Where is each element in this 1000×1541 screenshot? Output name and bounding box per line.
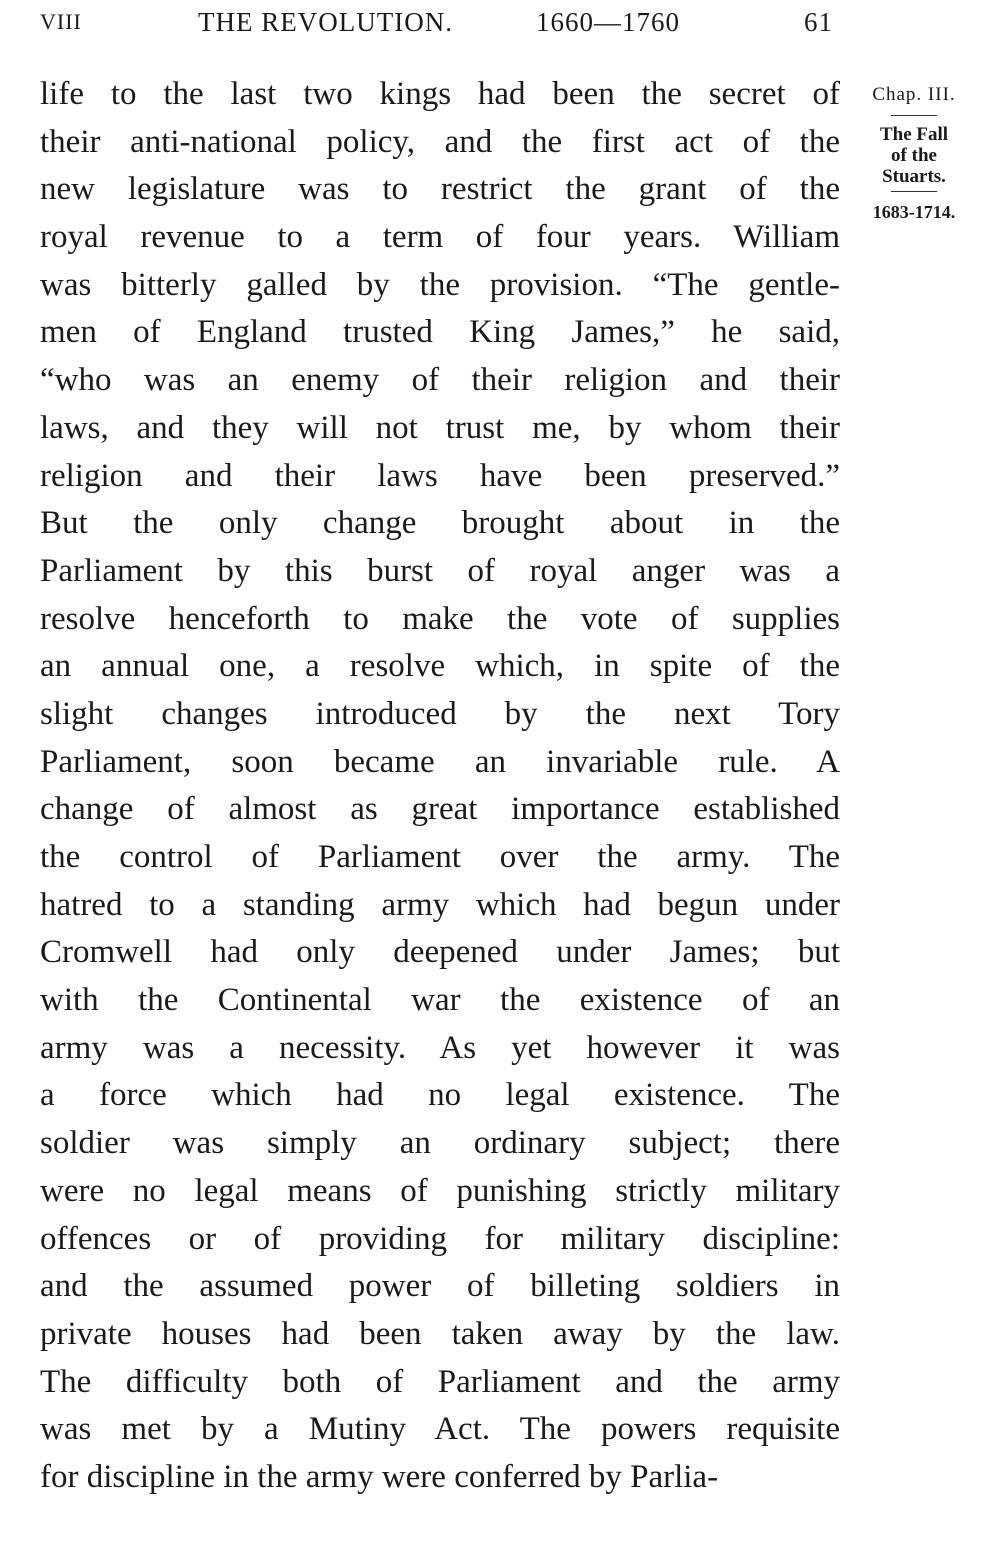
text-line: offences or of providing for military discipline:: [40, 1220, 840, 1257]
text-line: an annual one, a resolve which, in spite of the: [40, 648, 840, 685]
margin-note: [852, 75, 976, 232]
text-line: their anti-national policy, and the first act of the: [40, 123, 840, 160]
text-line: and the assumed power of billeting soldiers in: [40, 1268, 840, 1305]
margin-topic-line: of the: [891, 145, 937, 166]
text-line: religion and their laws have been preserved.”: [40, 457, 840, 494]
text-line: hatred to a standing army which had begun under: [40, 886, 840, 923]
text-line: army was a necessity. As yet however it was: [40, 1029, 840, 1066]
text-line: private houses had been taken away by the law.: [40, 1315, 840, 1352]
text-line: were no legal means of punishing strictly military: [40, 1172, 840, 1209]
text-line: a force which had no legal existence. The: [40, 1077, 840, 1114]
page-number: 61: [804, 7, 833, 37]
margin-chapter: Chap. III.: [872, 84, 956, 105]
text-line: men of England trusted King James,” he said,: [40, 314, 840, 351]
section-number: VIII: [40, 9, 82, 34]
text-line: was met by a Mutiny Act. The powers requisite: [40, 1411, 840, 1448]
text-line: “who was an enemy of their religion and their: [40, 362, 840, 399]
margin-topic-line: The Fall: [879, 124, 949, 145]
text-line: But the only change brought about in the: [40, 505, 840, 542]
margin-topic: [852, 116, 976, 191]
running-title: THE REVOLUTION.: [198, 7, 453, 37]
running-dates: 1660—1760: [536, 7, 680, 37]
text-line: change of almost as great importance established: [40, 791, 840, 828]
text-line: laws, and they will not trust me, by whom their: [40, 409, 840, 446]
body-text: [40, 71, 840, 1502]
text-line: Parliament by this burst of royal anger was a: [40, 552, 840, 589]
text-line: slight changes introduced by the next Tory: [40, 695, 840, 732]
text-line: royal revenue to a term of four years. William: [40, 219, 840, 256]
text-line: for discipline in the army were conferred by Parlia-: [40, 1458, 719, 1495]
text-line: resolve henceforth to make the vote of supplies: [40, 600, 840, 637]
text-line: the control of Parliament over the army. The: [40, 839, 840, 875]
running-header: [40, 4, 840, 40]
text-line: Parliament, soon became an invariable rule. A: [40, 743, 840, 780]
margin-topic-line: Stuarts.: [882, 166, 946, 187]
text-line: life to the last two kings had been the secret of: [40, 76, 840, 112]
text-line: with the Continental war the existence of an: [40, 982, 840, 1019]
text-line: The difficulty both of Parliament and the army: [40, 1363, 840, 1400]
margin-dates: 1683-1714.: [872, 202, 956, 222]
text-line: new legislature was to restrict the grant of the: [40, 171, 840, 208]
text-line: Cromwell had only deepened under James; but: [40, 934, 840, 971]
text-line: was bitterly galled by the provision. “The gentle-: [40, 266, 840, 303]
text-line: soldier was simply an ordinary subject; there: [40, 1125, 840, 1162]
